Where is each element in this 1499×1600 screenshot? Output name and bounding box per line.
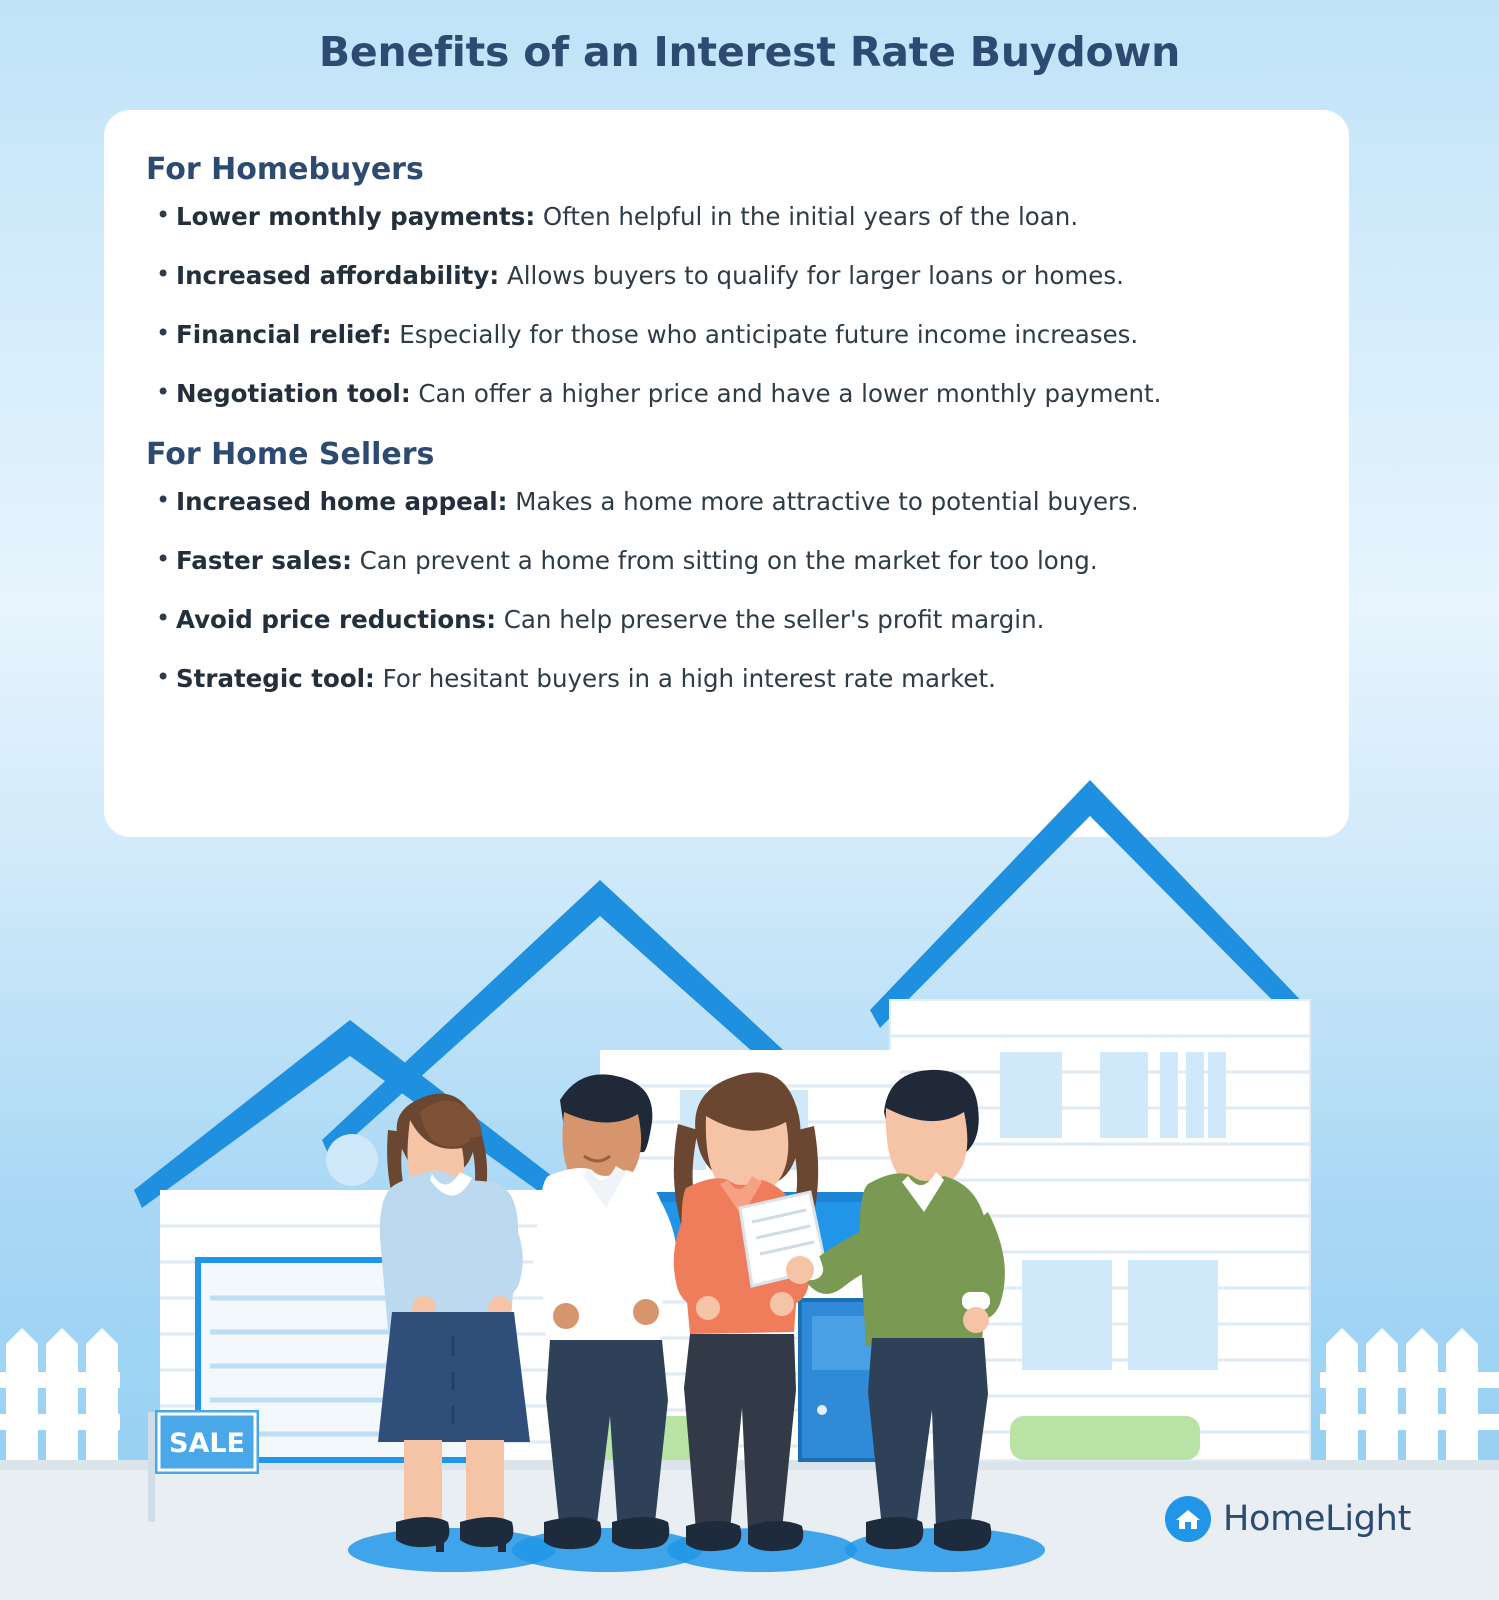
list-item: [146, 545, 1301, 577]
benefit-term: Increased home appeal:: [176, 487, 508, 517]
section-heading-home-sellers: For Home Sellers: [146, 437, 435, 473]
benefit-text: Makes a home more attractive to potential buyers.: [507, 487, 1139, 517]
list-item: [146, 319, 1301, 351]
list-item: [146, 378, 1301, 410]
house-icon: [1165, 1496, 1211, 1542]
benefit-term: Avoid price reductions:: [176, 605, 497, 635]
benefit-text: Can offer a higher price and have a lower monthly payment.: [410, 378, 1162, 408]
benefit-text: Often helpful in the initial years of the loan.: [535, 202, 1079, 231]
benefit-list-homebuyers: [146, 201, 1301, 409]
list-item: [146, 663, 1301, 695]
logo-text: HomeLight: [1222, 1499, 1411, 1539]
benefit-term: Lower monthly payments:: [176, 202, 536, 231]
benefit-term: Strategic tool:: [176, 663, 375, 693]
list-item: [146, 604, 1301, 636]
benefit-text: Can help preserve the seller's profit margin.: [496, 605, 1045, 635]
benefits-card: [104, 110, 1349, 837]
benefit-list-home-sellers: [146, 486, 1301, 694]
benefit-text: For hesitant buyers in a high interest rate market.: [374, 663, 996, 693]
homelight-logo: [1165, 1496, 1411, 1542]
house-illustration: [0, 760, 1499, 1600]
list-item: [146, 486, 1301, 518]
section-heading-homebuyers: For Homebuyers: [146, 152, 424, 187]
list-item: [146, 260, 1301, 292]
benefit-text: Especially for those who anticipate future income increases.: [391, 319, 1139, 349]
benefit-term: Financial relief:: [176, 319, 392, 349]
benefit-term: Increased affordability:: [176, 260, 500, 290]
list-item: [146, 201, 1301, 233]
svg-text:SALE: SALE: [169, 1428, 245, 1459]
benefit-text: Allows buyers to qualify for larger loans or homes.: [499, 260, 1124, 290]
benefit-term: Negotiation tool:: [176, 378, 411, 408]
benefit-text: Can prevent a home from sitting on the market for too long.: [351, 546, 1098, 576]
benefit-term: Faster sales:: [176, 546, 352, 576]
page-title: Benefits of an Interest Rate Buydown: [318, 28, 1181, 76]
